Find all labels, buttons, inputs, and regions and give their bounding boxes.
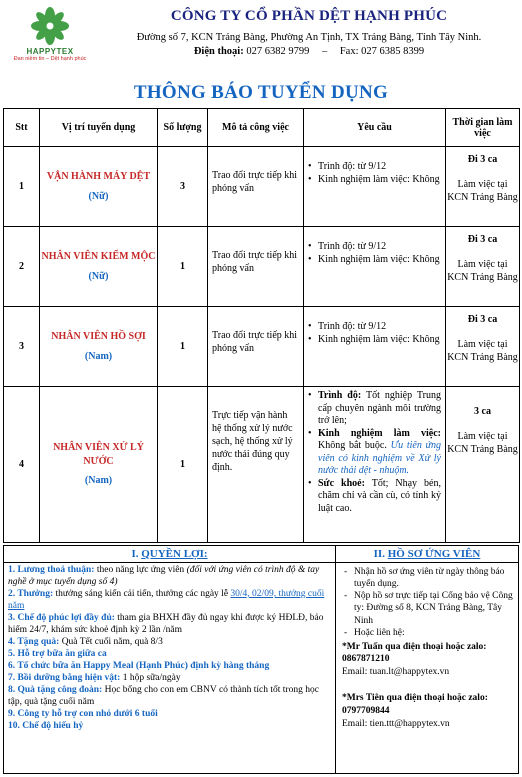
position-gender: (Nam) [84, 475, 113, 487]
benefit-extra: (đối với ứng viên có trình độ & tay nghề ở mục tuyển dụng số 4) [8, 565, 320, 587]
header-time: Thời gian làm việc [446, 109, 520, 147]
row-position [40, 147, 158, 227]
benefit-text: thưởng sáng kiến cải tiến, thưởng các ngày lễ [55, 588, 229, 599]
clover-logo-icon [30, 6, 70, 46]
requirement-item: • Trình độ: từ 9/12 [308, 161, 441, 174]
row-position [40, 227, 158, 307]
benefits-heading: QUYỀN LỢI: [141, 548, 208, 560]
benefit-text: 1 hộp sữa/ngày [122, 672, 181, 683]
benefit-item [8, 685, 331, 709]
fax-number: 027 6385 8399 [361, 46, 425, 57]
row-quantity: 1 [158, 387, 208, 543]
shift-label: Đi 3 ca [467, 314, 498, 325]
row-stt: 1 [4, 147, 40, 227]
contact-person [342, 641, 514, 665]
position-title: NHÂN VIÊN KIỂM MỘC [41, 251, 156, 262]
phone-number: 027 6382 9799 [246, 46, 310, 57]
contact-name: *Mr Tuấn qua điện thoại hoặc zalo: [342, 641, 487, 652]
row-position [40, 307, 158, 387]
benefit-text: Quà Tết cuối năm, quà 8/3 [61, 636, 163, 647]
table-row [4, 307, 520, 387]
position-gender: (Nữ) [88, 190, 109, 202]
work-location: Làm việc tại KCN Trảng Bàng [447, 339, 518, 363]
benefit-label: 10. Chế độ hiếu hỷ [8, 720, 84, 731]
requirement-text: Không bắt buộc. [318, 440, 387, 451]
header-quantity: Số lượng [158, 109, 208, 147]
contact-separator: – [321, 46, 328, 57]
work-location: Làm việc tại KCN Trảng Bàng [447, 179, 518, 203]
requirement-note: Ưu tiên ứng viên có kinh nghiệm về Xử lý nước thải dệt - nhuộm. [318, 440, 441, 476]
table-row [4, 147, 520, 227]
company-info [100, 8, 518, 57]
documents-heading: HỒ SƠ ỨNG VIÊN [387, 548, 481, 560]
contact-person [342, 692, 514, 716]
requirement-item [308, 478, 441, 516]
requirement-item [308, 428, 441, 478]
benefit-text: Học bổng cho con em CBNV có thành tích tốt trong học tập, quà tặng cuối năm [8, 684, 319, 707]
benefit-item [8, 709, 331, 721]
benefit-item [8, 661, 331, 673]
row-requirements [304, 387, 446, 543]
logo-name: HAPPYTEX [26, 47, 74, 56]
row-time [446, 147, 520, 227]
requirement-item: • Trình độ: từ 9/12 [308, 321, 441, 334]
row-position [40, 387, 158, 543]
position-title: VẬN HÀNH MÁY DỆT [46, 171, 151, 182]
benefit-label: 5. Hỗ trợ bữa ăn giữa ca [8, 648, 107, 659]
work-location: Làm việc tại KCN Trảng Bàng [447, 259, 518, 283]
page-title: THÔNG BÁO TUYỂN DỤNG [133, 82, 389, 103]
benefit-label: 7. Bồi dưỡng bằng hiện vật: [8, 672, 121, 683]
header-position: Vị trí tuyển dụng [40, 109, 158, 147]
benefit-label: 2. Thưởng: [8, 588, 54, 599]
benefits-number: I. [131, 548, 139, 560]
row-quantity: 1 [158, 227, 208, 307]
requirement-label: Kinh nghiệm làm việc: [318, 427, 441, 439]
position-gender: (Nam) [84, 350, 113, 362]
benefit-item [8, 721, 331, 733]
position-title: NHÂN VIÊN XỬ LÝ NƯỚC [53, 442, 144, 467]
benefit-label: 4. Tặng quà: [8, 636, 60, 647]
header-requirements: Yêu cầu [304, 109, 446, 147]
requirement-label: Trình độ: [318, 390, 362, 401]
benefit-label: 1. Lương thoả thuận: [8, 565, 95, 575]
phone-label: Điện thoại: [193, 46, 244, 57]
shift-label: 3 ca [474, 406, 491, 417]
requirement-item: • Kinh nghiệm làm việc: Không [308, 334, 441, 347]
document-item: - Hoặc liên hệ: [342, 627, 514, 639]
company-address: Đường số 7, KCN Trảng Bàng, Phường An Tịnh, TX Trảng Bàng, Tỉnh Tây Ninh. [136, 32, 482, 43]
position-title: NHÂN VIÊN HỒ SỢI [51, 331, 146, 342]
requirement-item [308, 390, 441, 428]
shift-label: Đi 3 ca [467, 154, 498, 165]
row-quantity: 3 [158, 147, 208, 227]
benefit-item [8, 649, 331, 661]
row-quantity: 1 [158, 307, 208, 387]
logo-slogan: Đan niềm tin – Dệt hạnh phúc [13, 56, 87, 62]
benefit-label: 6. Tổ chức bữa ăn Happy Meal (Hạnh Phúc) định kỳ hàng tháng [8, 660, 270, 671]
benefits-title [4, 546, 335, 563]
row-stt: 4 [4, 387, 40, 543]
documents-panel [336, 546, 518, 773]
position-gender: (Nữ) [88, 270, 109, 282]
requirement-label: Sức khoẻ: [318, 477, 365, 489]
job-table [3, 108, 520, 543]
table-header-row [4, 109, 520, 147]
company-contact [100, 46, 518, 57]
benefit-item [8, 637, 331, 649]
benefit-extra: 30/4, 02/09, thưởng cuối năm [8, 588, 325, 611]
contact-email[interactable]: Email: tien.ttt@happytex.vn [342, 718, 450, 729]
row-requirements [304, 307, 446, 387]
row-time [446, 307, 520, 387]
contact-name: *Mrs Tiên qua điện thoại hoặc zalo: [342, 693, 488, 704]
header-stt: Stt [4, 109, 40, 147]
requirement-item: • Kinh nghiệm làm việc: Không [308, 174, 441, 187]
row-description: Trực tiếp vận hành hệ thống xử lý nước sạch, hệ thống xử lý nước thải đúng quy định. [208, 387, 304, 543]
requirement-text: Tốt nghiệp Trung cấp chuyên ngành môi trường trở lên; [318, 390, 441, 426]
benefit-item [8, 613, 331, 637]
shift-label: Đi 3 ca [467, 234, 498, 245]
requirement-item: • Trình độ: từ 9/12 [308, 241, 441, 254]
work-location: Làm việc tại KCN Trảng Bàng [447, 431, 518, 455]
benefit-item [8, 589, 331, 613]
company-name: CÔNG TY CỔ PHẦN DỆT HẠNH PHÚC [170, 8, 448, 24]
benefits-list [4, 563, 335, 733]
benefit-text: tham gia BHXH đầy đủ ngay khi được ký HĐLĐ, bảo hiểm 24/7, khám sức khoẻ định kỳ 2 lần /năm [8, 612, 324, 635]
document-item: - Nhận hồ sơ ứng viên từ ngày thông báo tuyển dụng. [342, 566, 514, 590]
row-description: Trao đổi trực tiếp khi phỏng vấn [208, 227, 304, 307]
documents-title [336, 546, 518, 563]
letterhead [0, 0, 522, 72]
documents-number: II. [373, 548, 385, 560]
documents-list [336, 563, 518, 730]
row-description: Trao đổi trực tiếp khi phỏng vấn [208, 307, 304, 387]
row-description: Trao đổi trực tiếp khi phỏng vấn [208, 147, 304, 227]
info-section [3, 545, 519, 774]
benefit-item [8, 565, 331, 589]
benefit-item [8, 673, 331, 685]
table-row [4, 227, 520, 307]
contact-email[interactable]: Email: tuan.lt@happytex.vn [342, 667, 450, 678]
benefits-panel [4, 546, 336, 773]
row-time [446, 227, 520, 307]
requirement-text: Tốt; Nhạy bén, chăm chỉ và cần cù, có tính kỷ luật cao. [318, 477, 441, 514]
header-description: Mô tả công việc [208, 109, 304, 147]
benefit-text: theo năng lực ứng viên [96, 565, 185, 575]
row-requirements [304, 147, 446, 227]
row-stt: 3 [4, 307, 40, 387]
fax-label: Fax: [339, 46, 359, 57]
benefit-label: 9. Công ty hỗ trợ con nhỏ dưới 6 tuổi [8, 708, 158, 719]
table-row [4, 387, 520, 543]
benefit-label: 8. Quà tặng công đoàn: [8, 684, 103, 695]
requirement-item: • Kinh nghiệm làm việc: Không [308, 254, 441, 267]
row-stt: 2 [4, 227, 40, 307]
document-item: - Nộp hồ sơ trực tiếp tại Cổng bảo vệ Công ty: Đường số 8, KCN Trảng Bàng, Tây Ninh [342, 590, 514, 626]
contact-phone: 0867871210 [342, 654, 390, 665]
company-logo [6, 6, 94, 68]
benefit-label: 3. Chế độ phúc lợi đầy đủ: [8, 612, 115, 623]
row-time [446, 387, 520, 543]
contact-phone: 0797709844 [342, 705, 390, 716]
row-requirements [304, 227, 446, 307]
